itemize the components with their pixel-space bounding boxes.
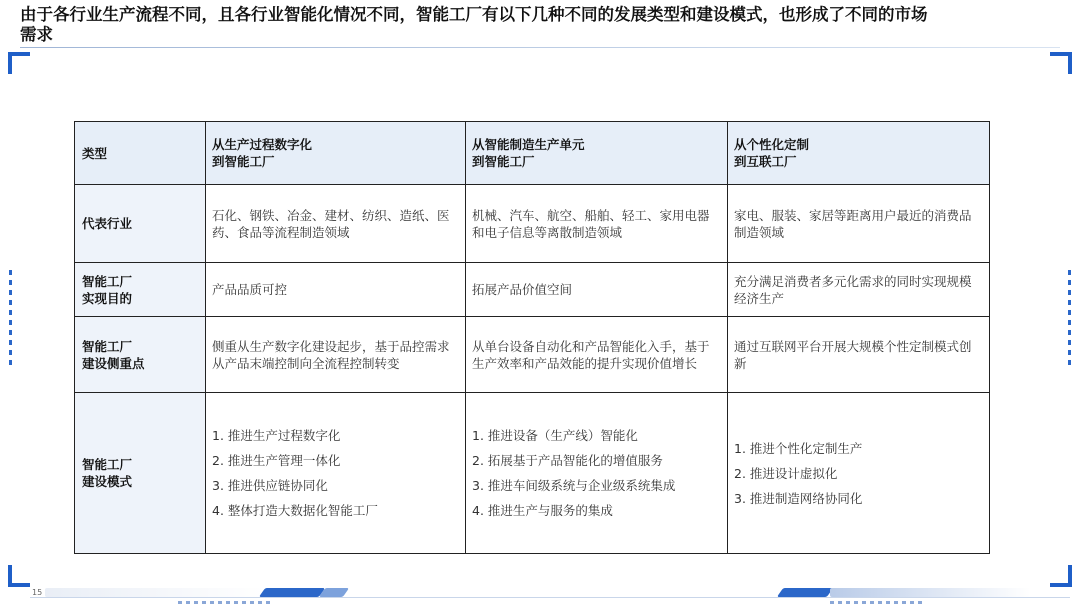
header-col3-line: 从个性化定制 <box>734 137 810 152</box>
footer-bar-decoration <box>319 588 349 597</box>
corner-bracket-top-right <box>1050 52 1072 74</box>
list-item: 1. 推进个性化定制生产 <box>734 440 863 456</box>
mode-list-cell <box>206 393 466 554</box>
row-label: 智能工厂 <box>82 273 133 289</box>
row-label: 智能工厂 <box>82 338 133 354</box>
list-item: 3. 推进制造网络协同化 <box>734 490 863 506</box>
row-label-cell <box>75 185 206 263</box>
table-cell: 充分满足消费者多元化需求的同时实现规模经济生产 <box>728 263 990 317</box>
list-item: 2. 拓展基于产品智能化的增值服务 <box>472 453 663 468</box>
table-cell: 通过互联网平台开展大规模个性定制模式创新 <box>728 317 990 393</box>
list-item: 3. 推进供应链协同化 <box>212 478 328 493</box>
side-dash-left <box>9 270 12 370</box>
table-row <box>75 393 990 554</box>
header-col3-cell <box>728 122 990 185</box>
footer-bar-decoration <box>830 588 1030 597</box>
table-cell: 产品品质可控 <box>206 263 466 317</box>
row-label: 智能工厂 <box>82 457 133 472</box>
row-label: 实现目的 <box>82 290 133 306</box>
list-item: 1. 推进设备（生产线）智能化 <box>472 428 638 443</box>
header-type-cell <box>75 122 206 185</box>
list-item: 2. 推进生产管理一体化 <box>212 453 341 468</box>
row-label: 建设侧重点 <box>82 355 145 371</box>
row-label: 代表行业 <box>82 216 133 231</box>
header-col2-cell <box>466 122 728 185</box>
footer-dots-decoration <box>830 601 925 604</box>
header-col1-line: 从生产过程数字化 <box>212 137 313 152</box>
list-item: 2. 推进设计虚拟化 <box>734 465 838 481</box>
page-number: 15 <box>32 588 43 597</box>
table-row <box>75 263 990 317</box>
title-divider <box>20 47 1060 48</box>
footer-bar-decoration <box>777 588 833 597</box>
list-item: 3. 推进车间级系统与企业级系统集成 <box>472 478 676 493</box>
table-cell: 拓展产品价值空间 <box>466 263 728 317</box>
footer-bar-decoration <box>45 588 265 597</box>
header-col1-cell <box>206 122 466 185</box>
row-label-cell <box>75 393 206 554</box>
header-col2-line: 从智能制造生产单元 <box>472 137 585 152</box>
corner-bracket-bottom-left <box>8 565 30 587</box>
corner-bracket-top-left <box>8 52 30 74</box>
header-col3-line: 到互联工厂 <box>734 154 797 169</box>
row-label-cell <box>75 317 206 393</box>
mode-list-cell <box>728 393 990 554</box>
table-cell: 石化、钢铁、冶金、建材、纺织、造纸、医药、食品等流程制造领域 <box>206 185 466 263</box>
header-col1-line: 到智能工厂 <box>212 154 275 169</box>
side-dash-right <box>1068 270 1071 370</box>
list-item: 4. 整体打造大数据化智能工厂 <box>212 503 378 518</box>
list-item: 4. 推进生产与服务的集成 <box>472 503 613 518</box>
factory-types-table <box>74 121 990 554</box>
corner-bracket-bottom-right <box>1050 565 1072 587</box>
header-type-label: 类型 <box>82 145 108 161</box>
footer-rule <box>30 597 1070 598</box>
table-row <box>75 317 990 393</box>
table-cell: 从单台设备自动化和产品智能化入手，基于生产效率和产品效能的提升实现价值增长 <box>466 317 728 393</box>
mode-list-cell <box>466 393 728 554</box>
table-header-row <box>75 122 990 185</box>
list-item: 1. 推进生产过程数字化 <box>212 428 341 443</box>
table-cell: 侧重从生产数字化建设起步，基于品控需求从产品末端控制向全流程控制转变 <box>206 317 466 393</box>
footer-dots-decoration <box>178 601 273 604</box>
table-cell: 机械、汽车、航空、船舶、轻工、家用电器和电子信息等离散制造领域 <box>466 185 728 263</box>
row-label-cell <box>75 263 206 317</box>
footer-bar-decoration <box>259 588 325 597</box>
row-label: 建设模式 <box>82 474 133 489</box>
header-col2-line: 到智能工厂 <box>472 154 535 169</box>
page-title: 由于各行业生产流程不同，且各行业智能化情况不同，智能工厂有以下几种不同的发展类型和建设模式，也形成了不同的市场需求 <box>20 5 928 44</box>
table-cell: 家电、服装、家居等距离用户最近的消费品制造领域 <box>728 185 990 263</box>
table-row <box>75 185 990 263</box>
